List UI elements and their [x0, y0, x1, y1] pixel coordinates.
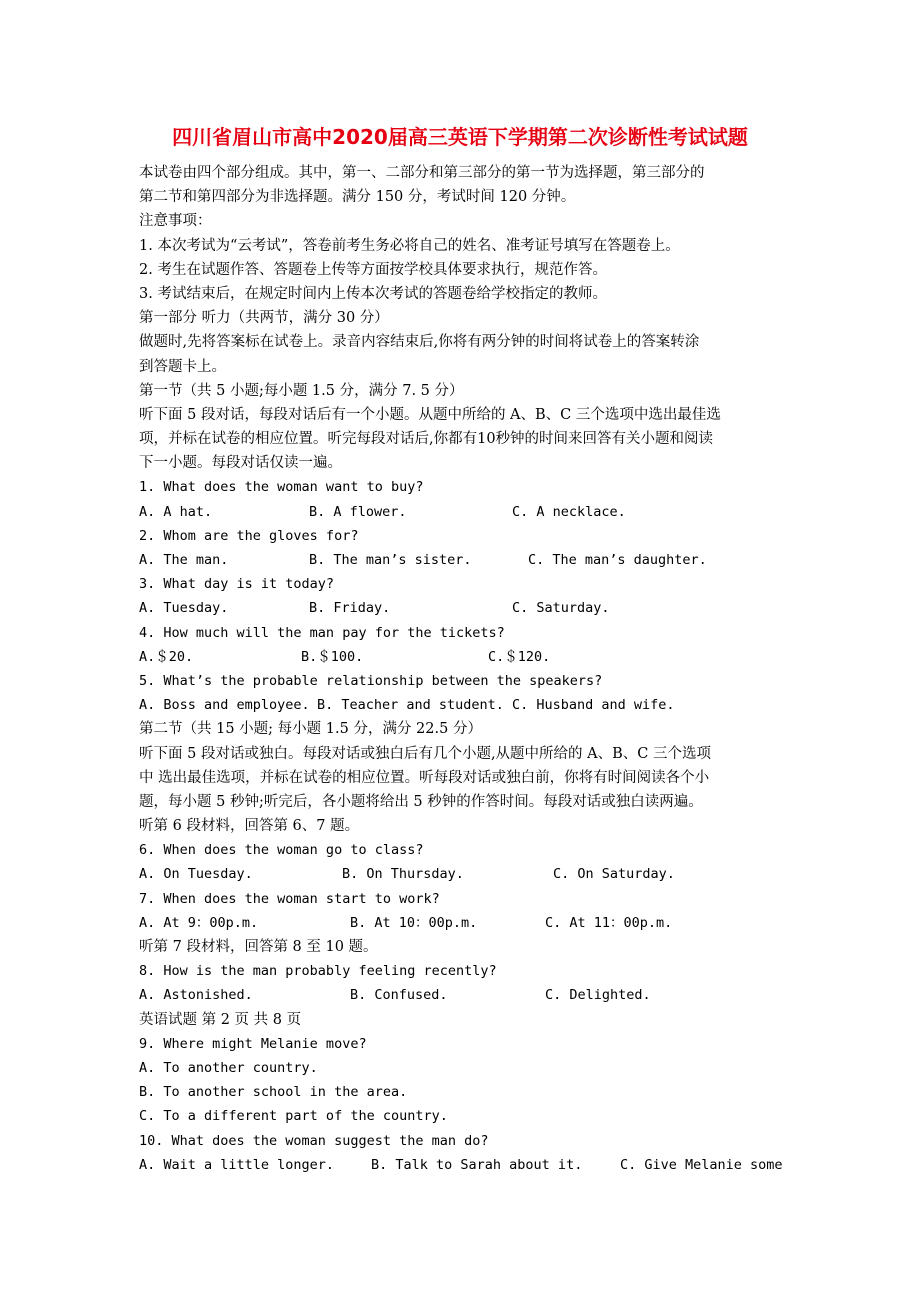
question-text: 4. How much will the man pay for the tickets?	[139, 624, 505, 641]
option-a: A. To another country.	[139, 1059, 318, 1076]
page-title: 四川省眉山市高中2020届高三英语下学期第二次诊断性考试试题	[172, 125, 748, 149]
option-b: B. Confused.	[350, 987, 448, 1004]
material-heading: 听第 7 段材料，回答第 8 至 10 题。	[139, 939, 378, 955]
option-a: A. On Tuesday.	[139, 866, 253, 883]
intro-line: 第二节和第四部分为非选择题。满分 150 分，考试时间 120 分钟。	[139, 189, 576, 206]
option-a: A. At 9：00p.m.	[139, 914, 259, 931]
answer-options	[139, 548, 787, 572]
option-c: C. Delighted.	[545, 987, 651, 1004]
section2-instruction: 题，每小题 5 秒钟;听完后，各小题将给出 5 秒钟的作答时间。每段对话或独白读两遍。	[139, 793, 703, 810]
option-b: B.＄100.	[301, 648, 364, 665]
section2-instruction: 中 选出最佳选项，并标在试卷的相应位置。听每段对话或独白前，你将有时间阅读各个小	[139, 769, 710, 786]
question-text: 9. Where might Melanie move?	[139, 1035, 367, 1052]
question-text: 2. Whom are the gloves for?	[139, 527, 359, 544]
answer-options	[139, 911, 787, 935]
section1-instruction: 下一小题。每段对话仅读一遍。	[139, 455, 342, 472]
option-a: A. Boss and employee.	[139, 697, 310, 714]
option-c: C.＄120.	[488, 648, 551, 665]
part1-instruction: 做题时,先将答案标在试卷上。录音内容结束后,你将有两分钟的时间将试卷上的答案转涂	[139, 334, 700, 351]
answer-options	[139, 983, 787, 1007]
option-c: C. To a different part of the country.	[139, 1108, 448, 1125]
answer-options	[139, 862, 787, 886]
question-text: 1. What does the woman want to buy?	[139, 479, 424, 496]
option-c: C. Husband and wife.	[512, 697, 675, 714]
option-a: A. The man.	[139, 552, 229, 568]
notice-heading: 注意事项：	[139, 213, 212, 230]
answer-options	[139, 1153, 787, 1177]
notice-item: 2. 考生在试题作答、答题卷上传等方面按学校具体要求执行，规范作答。	[139, 261, 607, 278]
notice-item: 3. 考试结束后，在规定时间内上传本次考试的答题卷给学校指定的教师。	[139, 285, 607, 302]
option-b: B. Friday.	[309, 600, 391, 617]
option-a: A. Tuesday.	[139, 600, 229, 617]
question-text: 6. When does the woman go to class?	[139, 842, 424, 859]
section1-instruction: 听下面 5 段对话，每段对话后有一个小题。从题中所给的 A、B、C 三个选项中选出最佳选	[139, 406, 721, 423]
page-footer: 英语试题 第 2 页 共 8 页	[139, 1011, 302, 1028]
option-c: C. Saturday.	[512, 600, 610, 617]
answer-options	[139, 693, 787, 717]
option-b: B. A flower.	[309, 503, 407, 520]
intro-line: 本试卷由四个部分组成。其中，第一、二部分和第三部分的第一节为选择题，第三部分的	[139, 165, 705, 181]
answer-options	[139, 596, 787, 620]
option-b: B. At 10：00p.m.	[350, 914, 478, 931]
option-b: B. To another school in the area.	[139, 1084, 408, 1101]
option-b: B. Teacher and student.	[317, 697, 504, 714]
option-b: B. Talk to Sarah about it.	[371, 1156, 583, 1173]
section1-instruction: 项，并标在试卷的相应位置。听完每段对话后,你都有10秒钟的时间来回答有关小题和阅读	[139, 431, 714, 448]
question-text: 7. When does the woman start to work?	[139, 890, 440, 907]
answer-options	[139, 500, 787, 524]
notice-item: 1. 本次考试为“云考试”，答卷前考生务必将自己的姓名、准考证号填写在答题卷上。	[139, 237, 680, 254]
part1-heading: 第一部分 听力（共两节，满分 30 分）	[139, 310, 389, 327]
material-heading: 听第 6 段材料，回答第 6、7 题。	[139, 818, 360, 835]
question-text: 8. How is the man probably feeling recently?	[139, 963, 497, 980]
part1-instruction: 到答题卡上。	[139, 358, 226, 375]
question-text: 5. What’s the probable relationship between the speakers?	[139, 672, 603, 689]
option-c: C. Give Melanie some	[620, 1156, 783, 1173]
option-a: A. A hat.	[139, 503, 213, 520]
option-c: C. On Saturday.	[553, 866, 675, 883]
option-c: C. The man’s daughter.	[528, 552, 707, 568]
exam-content	[139, 161, 787, 1177]
option-a: A. Wait a little longer.	[139, 1156, 335, 1173]
option-a: A.＄20.	[139, 648, 194, 665]
option-c: C. A necklace.	[512, 503, 626, 520]
section2-instruction: 听下面 5 段对话或独白。每段对话或独白后有几个小题,从题中所给的 A、B、C 三个选项	[139, 745, 711, 762]
question-text: 10. What does the woman suggest the man do?	[139, 1132, 489, 1149]
section1-heading: 第一节（共 5 小题;每小题 1.5 分，满分 7. 5 分）	[139, 382, 464, 399]
option-b: B. The man’s sister.	[309, 552, 472, 568]
question-text: 3. What day is it today?	[139, 576, 335, 593]
answer-options	[139, 645, 787, 669]
section2-heading: 第二节（共 15 小题; 每小题 1.5 分，满分 22.5 分）	[139, 721, 482, 738]
option-a: A. Astonished.	[139, 987, 253, 1004]
option-b: B. On Thursday.	[342, 866, 464, 883]
option-c: C. At 11：00p.m.	[545, 914, 673, 931]
